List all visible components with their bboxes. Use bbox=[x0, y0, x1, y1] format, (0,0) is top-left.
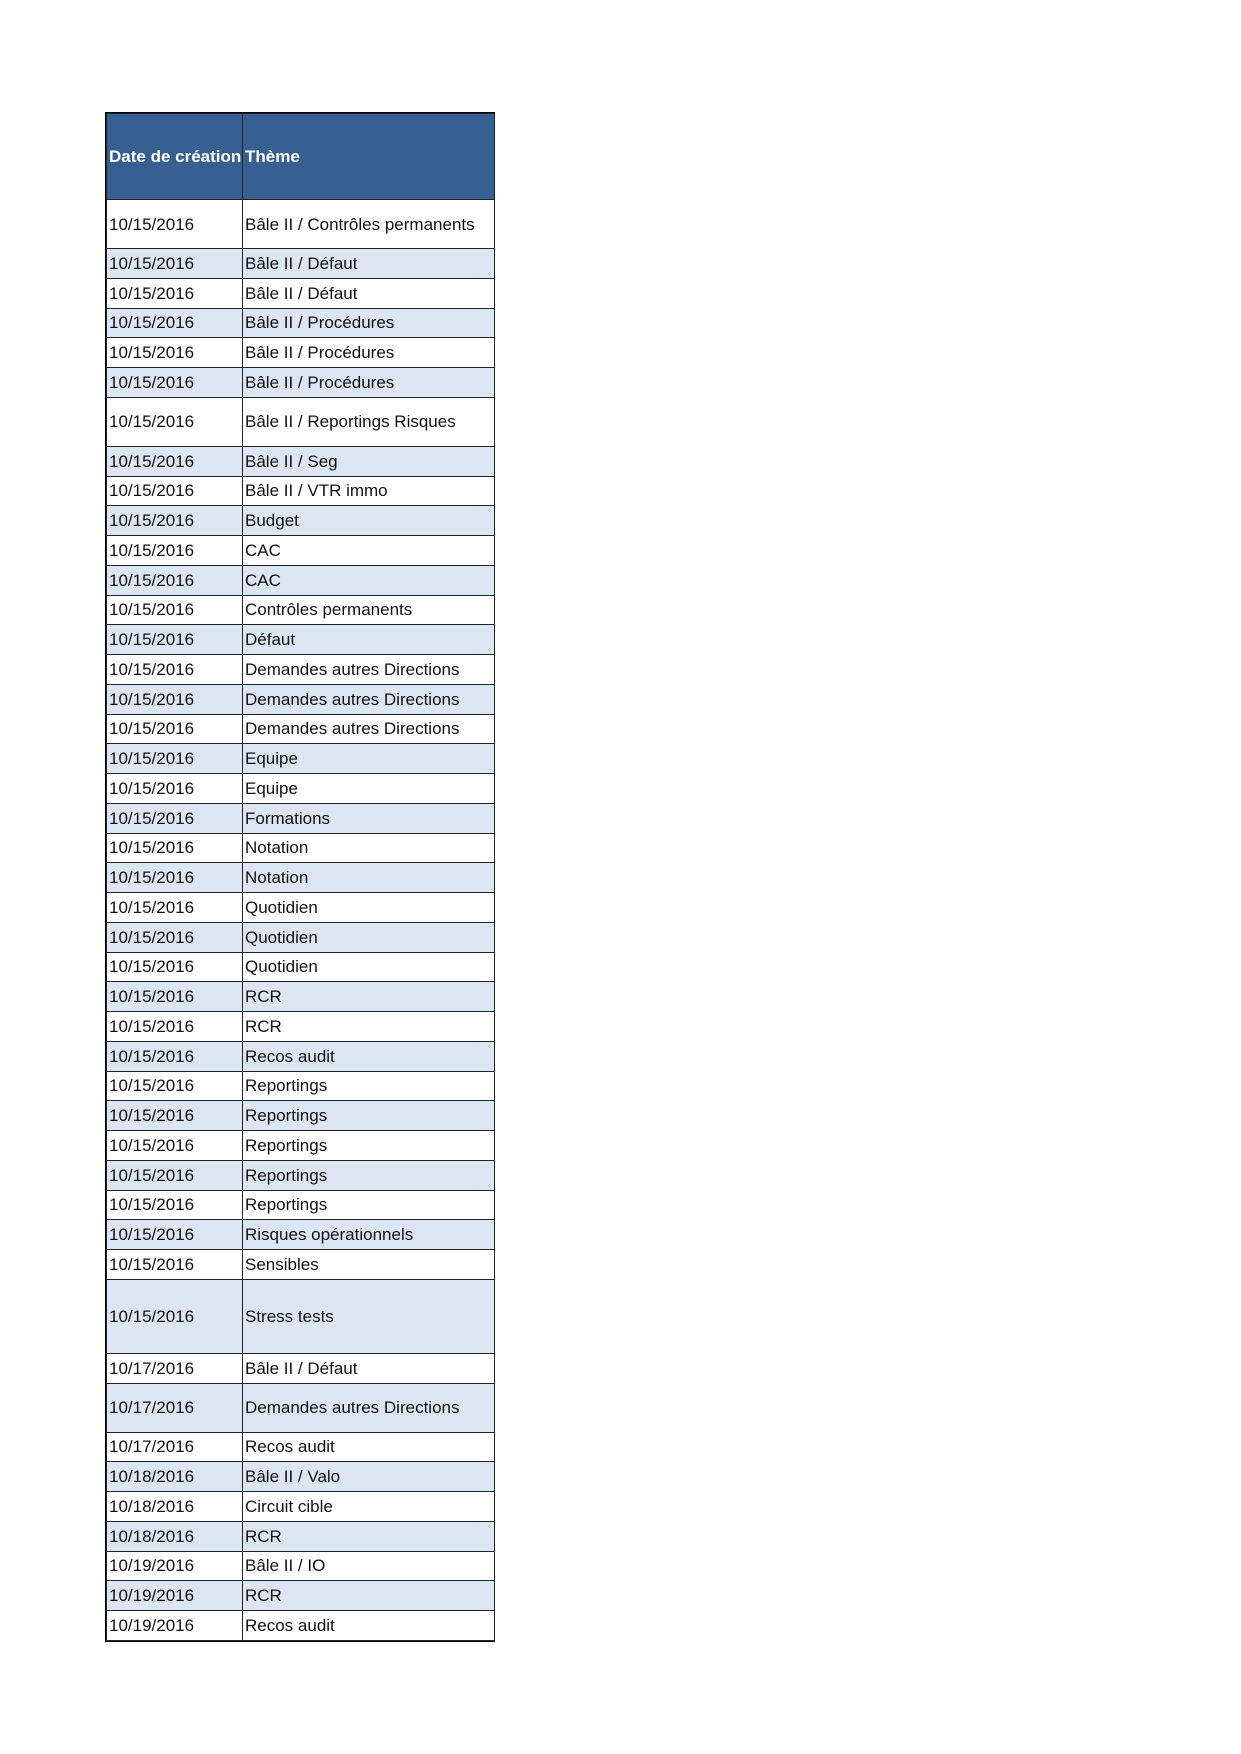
table-row bbox=[107, 1551, 495, 1581]
table-row bbox=[107, 655, 495, 685]
table-row bbox=[107, 684, 495, 714]
cell-date[interactable]: 10/19/2016 bbox=[107, 1551, 243, 1581]
cell-date[interactable]: 10/19/2016 bbox=[107, 1581, 243, 1611]
cell-theme[interactable]: Demandes autres Directions bbox=[243, 684, 495, 714]
cell-date[interactable]: 10/15/2016 bbox=[107, 863, 243, 893]
table-body bbox=[107, 200, 495, 1641]
cell-date[interactable]: 10/15/2016 bbox=[107, 1071, 243, 1101]
table-row bbox=[107, 1012, 495, 1042]
cell-theme[interactable]: Demandes autres Directions bbox=[243, 714, 495, 744]
cell-date[interactable]: 10/15/2016 bbox=[107, 893, 243, 923]
cell-theme[interactable]: Equipe bbox=[243, 774, 495, 804]
cell-date[interactable]: 10/15/2016 bbox=[107, 308, 243, 338]
cell-theme[interactable]: Bâle II / Reportings Risques bbox=[243, 397, 495, 446]
table-row bbox=[107, 1160, 495, 1190]
cell-theme[interactable]: Recos audit bbox=[243, 1432, 495, 1462]
cell-theme[interactable]: Bâle II / Procédures bbox=[243, 368, 495, 398]
cell-theme[interactable]: Bâle II / Défaut bbox=[243, 249, 495, 279]
cell-date[interactable]: 10/17/2016 bbox=[107, 1432, 243, 1462]
table-row bbox=[107, 803, 495, 833]
column-header-date[interactable]: Date de création bbox=[107, 114, 243, 200]
cell-date[interactable]: 10/15/2016 bbox=[107, 278, 243, 308]
cell-theme[interactable]: Recos audit bbox=[243, 1041, 495, 1071]
table-row bbox=[107, 1462, 495, 1492]
cell-date[interactable]: 10/15/2016 bbox=[107, 1250, 243, 1280]
table-row bbox=[107, 863, 495, 893]
cell-date[interactable]: 10/15/2016 bbox=[107, 249, 243, 279]
cell-date[interactable]: 10/18/2016 bbox=[107, 1521, 243, 1551]
table-row bbox=[107, 893, 495, 923]
table-row bbox=[107, 536, 495, 566]
cell-theme[interactable]: Sensibles bbox=[243, 1250, 495, 1280]
cell-date[interactable]: 10/15/2016 bbox=[107, 506, 243, 536]
table-row bbox=[107, 1190, 495, 1220]
table-row bbox=[107, 506, 495, 536]
cell-theme[interactable]: CAC bbox=[243, 536, 495, 566]
table-row bbox=[107, 1492, 495, 1522]
cell-theme[interactable]: Reportings bbox=[243, 1101, 495, 1131]
cell-theme[interactable]: Bâle II / Contrôles permanents bbox=[243, 200, 495, 249]
cell-theme[interactable]: Contrôles permanents bbox=[243, 595, 495, 625]
cell-theme[interactable]: Quotidien bbox=[243, 922, 495, 952]
table-row bbox=[107, 952, 495, 982]
data-table bbox=[106, 113, 495, 1641]
table-row bbox=[107, 308, 495, 338]
cell-theme[interactable]: RCR bbox=[243, 982, 495, 1012]
table-row bbox=[107, 1521, 495, 1551]
cell-date[interactable]: 10/15/2016 bbox=[107, 397, 243, 446]
cell-date[interactable]: 10/15/2016 bbox=[107, 982, 243, 1012]
cell-date[interactable]: 10/15/2016 bbox=[107, 476, 243, 506]
cell-date[interactable]: 10/15/2016 bbox=[107, 446, 243, 476]
cell-theme[interactable]: Demandes autres Directions bbox=[243, 1383, 495, 1432]
table-row bbox=[107, 1353, 495, 1383]
cell-date[interactable]: 10/15/2016 bbox=[107, 803, 243, 833]
cell-theme[interactable]: Bâle II / Seg bbox=[243, 446, 495, 476]
table-row bbox=[107, 982, 495, 1012]
cell-theme[interactable]: Reportings bbox=[243, 1071, 495, 1101]
table-row bbox=[107, 1220, 495, 1250]
table-row bbox=[107, 1611, 495, 1641]
table-row bbox=[107, 833, 495, 863]
table-row bbox=[107, 278, 495, 308]
table-row bbox=[107, 1071, 495, 1101]
cell-date[interactable]: 10/18/2016 bbox=[107, 1492, 243, 1522]
cell-theme[interactable]: Bâle II / Défaut bbox=[243, 1353, 495, 1383]
cell-date[interactable]: 10/15/2016 bbox=[107, 714, 243, 744]
cell-date[interactable]: 10/15/2016 bbox=[107, 1101, 243, 1131]
cell-theme[interactable]: RCR bbox=[243, 1581, 495, 1611]
cell-theme[interactable]: Bâle II / IO bbox=[243, 1551, 495, 1581]
cell-date[interactable]: 10/15/2016 bbox=[107, 833, 243, 863]
cell-theme[interactable]: Demandes autres Directions bbox=[243, 655, 495, 685]
table-row bbox=[107, 1131, 495, 1161]
cell-date[interactable]: 10/19/2016 bbox=[107, 1611, 243, 1641]
table-row bbox=[107, 1101, 495, 1131]
cell-theme[interactable]: Quotidien bbox=[243, 893, 495, 923]
cell-date[interactable]: 10/15/2016 bbox=[107, 1190, 243, 1220]
table-row bbox=[107, 774, 495, 804]
cell-theme[interactable]: Budget bbox=[243, 506, 495, 536]
table-row bbox=[107, 1581, 495, 1611]
cell-date[interactable]: 10/18/2016 bbox=[107, 1462, 243, 1492]
cell-theme[interactable]: Reportings bbox=[243, 1160, 495, 1190]
table-row bbox=[107, 249, 495, 279]
table-row bbox=[107, 446, 495, 476]
cell-theme[interactable]: Bâle II / Procédures bbox=[243, 308, 495, 338]
cell-date[interactable]: 10/15/2016 bbox=[107, 922, 243, 952]
cell-theme[interactable]: Equipe bbox=[243, 744, 495, 774]
header-row bbox=[107, 114, 495, 200]
table-row bbox=[107, 922, 495, 952]
table-row bbox=[107, 625, 495, 655]
cell-date[interactable]: 10/15/2016 bbox=[107, 1220, 243, 1250]
table-row bbox=[107, 1383, 495, 1432]
cell-date[interactable]: 10/17/2016 bbox=[107, 1383, 243, 1432]
cell-theme[interactable]: Bâle II / VTR immo bbox=[243, 476, 495, 506]
table-row bbox=[107, 595, 495, 625]
spreadsheet-table-region bbox=[105, 112, 495, 1642]
cell-date[interactable]: 10/17/2016 bbox=[107, 1353, 243, 1383]
cell-theme[interactable]: Formations bbox=[243, 803, 495, 833]
table-row bbox=[107, 1250, 495, 1280]
cell-theme[interactable]: RCR bbox=[243, 1012, 495, 1042]
table-row bbox=[107, 744, 495, 774]
cell-theme[interactable]: Bâle II / Valo bbox=[243, 1462, 495, 1492]
cell-theme[interactable]: Quotidien bbox=[243, 952, 495, 982]
table-row bbox=[107, 714, 495, 744]
cell-date[interactable]: 10/15/2016 bbox=[107, 744, 243, 774]
cell-theme[interactable]: Défaut bbox=[243, 625, 495, 655]
table-row bbox=[107, 1432, 495, 1462]
cell-theme[interactable]: Circuit cible bbox=[243, 1492, 495, 1522]
table-row bbox=[107, 368, 495, 398]
cell-date[interactable]: 10/15/2016 bbox=[107, 338, 243, 368]
table-row bbox=[107, 338, 495, 368]
cell-theme[interactable]: CAC bbox=[243, 565, 495, 595]
cell-date[interactable]: 10/15/2016 bbox=[107, 200, 243, 249]
cell-date[interactable]: 10/15/2016 bbox=[107, 1131, 243, 1161]
cell-theme[interactable]: Stress tests bbox=[243, 1279, 495, 1353]
table-row bbox=[107, 1041, 495, 1071]
cell-date[interactable]: 10/15/2016 bbox=[107, 655, 243, 685]
table-row bbox=[107, 565, 495, 595]
cell-theme[interactable]: Reportings bbox=[243, 1190, 495, 1220]
cell-theme[interactable]: Reportings bbox=[243, 1131, 495, 1161]
cell-date[interactable]: 10/15/2016 bbox=[107, 536, 243, 566]
cell-date[interactable]: 10/15/2016 bbox=[107, 952, 243, 982]
cell-theme[interactable]: Recos audit bbox=[243, 1611, 495, 1641]
column-header-theme[interactable]: Thème bbox=[243, 114, 495, 200]
cell-date[interactable]: 10/15/2016 bbox=[107, 774, 243, 804]
cell-date[interactable]: 10/15/2016 bbox=[107, 368, 243, 398]
cell-theme[interactable]: Notation bbox=[243, 863, 495, 893]
cell-date[interactable]: 10/15/2016 bbox=[107, 595, 243, 625]
table-row bbox=[107, 397, 495, 446]
cell-date[interactable]: 10/15/2016 bbox=[107, 1279, 243, 1353]
table-row bbox=[107, 1279, 495, 1353]
cell-date[interactable]: 10/15/2016 bbox=[107, 1012, 243, 1042]
table-row bbox=[107, 476, 495, 506]
cell-date[interactable]: 10/15/2016 bbox=[107, 684, 243, 714]
cell-theme[interactable]: RCR bbox=[243, 1521, 495, 1551]
cell-date[interactable]: 10/15/2016 bbox=[107, 565, 243, 595]
cell-date[interactable]: 10/15/2016 bbox=[107, 625, 243, 655]
cell-theme[interactable]: Notation bbox=[243, 833, 495, 863]
cell-theme[interactable]: Bâle II / Défaut bbox=[243, 278, 495, 308]
cell-date[interactable]: 10/15/2016 bbox=[107, 1160, 243, 1190]
cell-date[interactable]: 10/15/2016 bbox=[107, 1041, 243, 1071]
cell-theme[interactable]: Bâle II / Procédures bbox=[243, 338, 495, 368]
cell-theme[interactable]: Risques opérationnels bbox=[243, 1220, 495, 1250]
table-row bbox=[107, 200, 495, 249]
